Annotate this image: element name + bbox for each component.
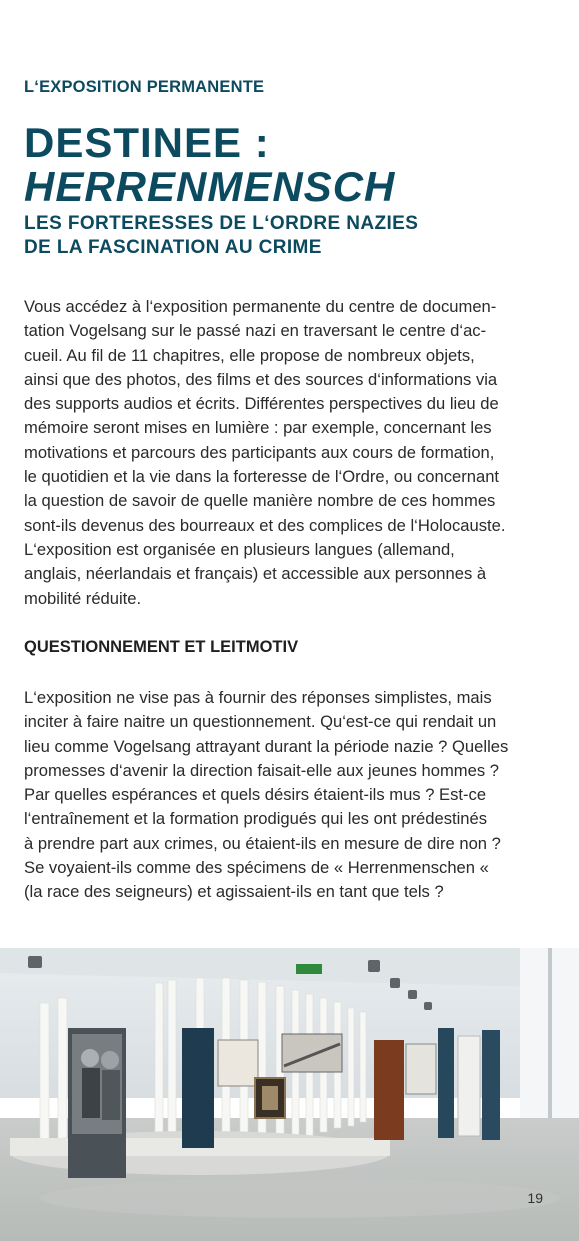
- text-line: motivations et parcours des participants aux cours de formation,: [24, 442, 495, 462]
- page-title-line1: DESTINEE :: [24, 119, 270, 166]
- text-line: tation Vogelsang sur le passé nazi en traversant le centre d‘ac-: [24, 321, 487, 341]
- text-line: inciter à faire naitre un questionnement. Qu‘est-ce qui rendait un: [24, 712, 497, 732]
- text-line: (la race des seigneurs) et agissaient-ils en tant que tels ?: [24, 882, 444, 902]
- text-line: Vous accédez à l‘exposition permanente du centre de documen-: [24, 297, 497, 316]
- section-kicker: L‘EXPOSITION PERMANENTE: [24, 78, 265, 96]
- text-line: lieu comme Vogelsang attrayant durant la période nazie ? Quelles: [24, 736, 509, 756]
- text-line: cueil. Au fil de 11 chapitres, elle propose de nombreux objets,: [24, 345, 475, 365]
- text-line: ainsi que des photos, des films et des sources d‘informations via: [24, 369, 498, 389]
- text-line: L‘exposition est organisée en plusieurs langues (allemand,: [24, 539, 455, 559]
- subtitle-line1: LES FORTERESSES DE L‘ORDRE NAZIES: [24, 213, 419, 234]
- text-line: l‘entraînement et la formation prodigués qui les ont prédestinés: [24, 809, 488, 829]
- exhibition-hall-illustration: [0, 948, 579, 1241]
- text-line: promesses d‘avenir la direction faisait-elle aux jeunes hommes ?: [24, 760, 499, 780]
- exhibition-photo: [0, 948, 579, 1241]
- intro-paragraph: [24, 295, 549, 611]
- text-line: le quotidien et la vie dans la forteresse de l‘Ordre, ou concernant: [24, 467, 500, 487]
- text-line: mémoire seront mises en lumière : par exemple, concernant les: [24, 418, 492, 438]
- text-line: à prendre part aux crimes, ou étaient-ils en mesure de dire non ?: [24, 833, 501, 853]
- text-line: anglais, néerlandais et français) et accessible aux personnes à: [24, 564, 487, 584]
- text-line: Par quelles espérances et quels désirs étaient-ils mus ? Est-ce: [24, 785, 487, 805]
- page-subtitle: [24, 212, 418, 260]
- page-number: 19: [527, 1190, 543, 1206]
- text-line: la question de savoir de quelle manière nombre de ces hommes: [24, 491, 496, 511]
- text-line: sont-ils devenus des bourreaux et des complices de l‘Holocauste.: [24, 515, 506, 535]
- second-paragraph: [24, 686, 549, 905]
- text-line: des supports audios et écrits. Différentes perspectives du lieu de: [24, 394, 499, 414]
- text-line: L‘exposition ne vise pas à fournir des réponses simplistes, mais: [24, 688, 492, 707]
- page-title-line2: HERRENMENSCH: [24, 163, 396, 210]
- text-line: mobilité réduite.: [24, 588, 142, 608]
- section-heading: QUESTIONNEMENT ET LEITMOTIV: [24, 638, 299, 656]
- subtitle-line2: DE LA FASCINATION AU CRIME: [24, 237, 322, 258]
- text-line: Se voyaient-ils comme des spécimens de « Herrenmenschen «: [24, 858, 489, 878]
